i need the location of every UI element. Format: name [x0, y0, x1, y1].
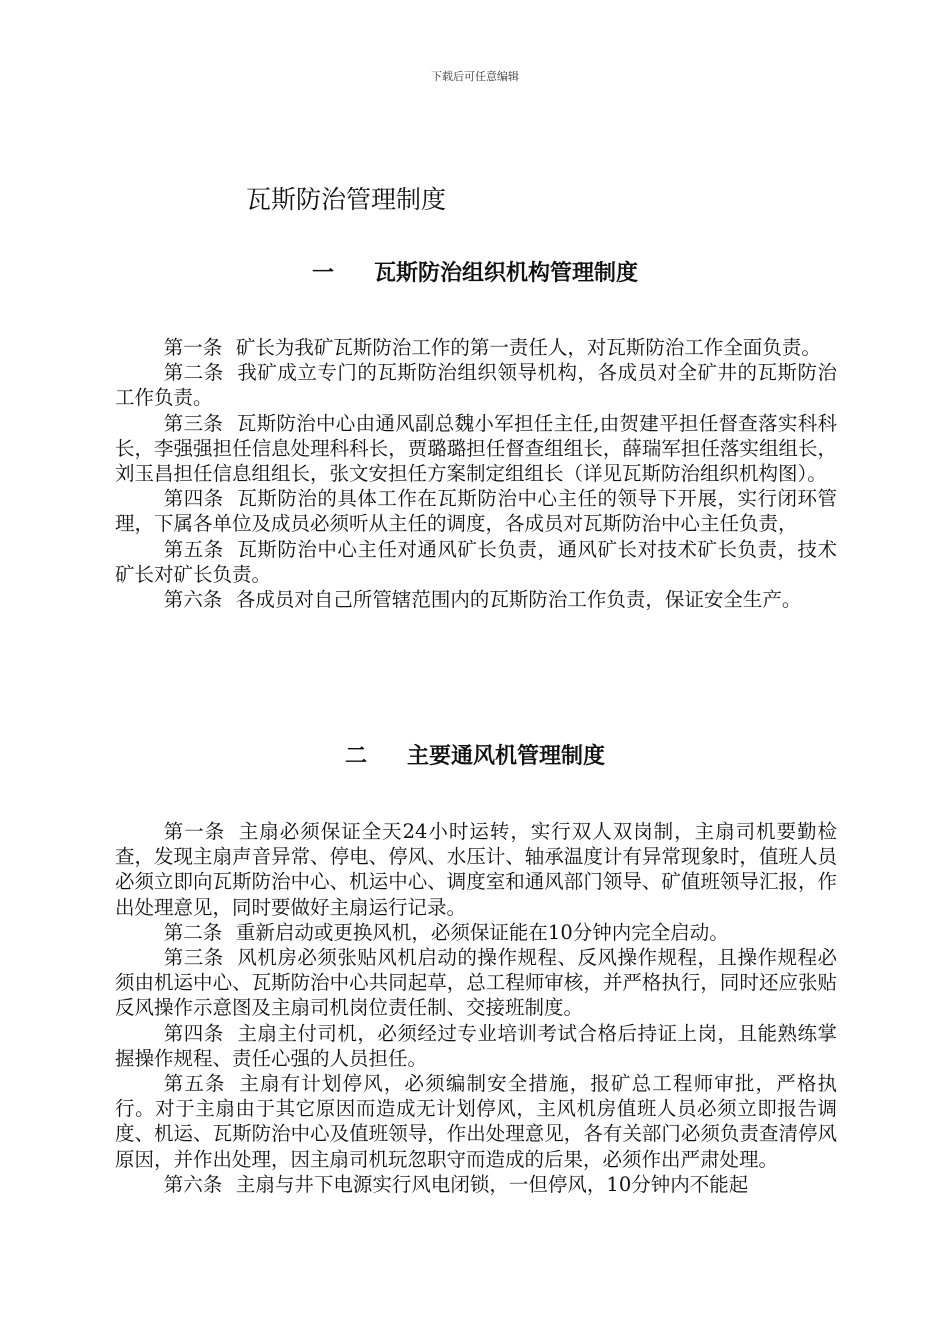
article-number: 第一条 — [163, 820, 226, 843]
article — [115, 1172, 837, 1197]
article-text: 主扇有计划停风，必须编制安全措施，报矿总工程师审批，严格执行。对于主扇由于其它原因而造成无计划停风，主风机房值班人员必须立即报告调度、机运、瓦斯防治中心及值班领导，作出处理意见，各有关部门必须负责查清停风原因，并作出处理，因主扇司机玩忽职守而造成的后果，必须作出严肃处理。 — [115, 1072, 837, 1171]
article — [115, 537, 837, 587]
header-note: 下载后可任意编辑 — [431, 70, 519, 83]
article-number: 第四条 — [163, 1021, 224, 1045]
article — [115, 335, 837, 360]
section-2-title — [0, 739, 950, 770]
article — [115, 411, 837, 487]
article — [115, 819, 837, 920]
article — [115, 587, 837, 612]
article-text: 瓦斯防治中心由通风副总魏小军担任主任,由贺建平担任督查落实科科长，李强强担任信息处理科科长，贾璐璐担任督查组组长，薛瑞军担任落实组组长，刘玉昌担任信息组组长，张文安担任方案制定组组长（详见瓦斯防治组织机构图）。 — [115, 411, 837, 486]
section-2-body — [115, 819, 837, 1197]
article-text: 矿长为我矿瓦斯防治工作的第一责任人，对瓦斯防治工作全面负责。 — [235, 336, 821, 359]
article-number: 第五条 — [163, 537, 224, 561]
article-number: 第六条 — [163, 588, 223, 612]
article — [115, 945, 837, 1021]
document-title: 瓦斯防治管理制度 — [246, 185, 447, 214]
article-number: 第五条 — [163, 1072, 226, 1096]
article — [115, 1021, 837, 1071]
section-1-number: 一 — [311, 261, 334, 286]
article-text: 主扇与井下电源实行风电闭锁，一但停风，10分钟内不能起 — [235, 1172, 749, 1196]
article — [115, 360, 837, 410]
article — [115, 1071, 837, 1172]
article-number: 第二条 — [163, 920, 223, 944]
article-text: 主扇主付司机，必须经过专业培训考试合格后持证上岗，且能熟练掌握操作规程、责任心强的人员担任。 — [115, 1021, 837, 1070]
article-number: 第四条 — [163, 487, 224, 511]
article — [115, 920, 837, 945]
section-1-body — [115, 335, 837, 612]
section-1-title — [0, 256, 950, 287]
article-text: 各成员对自己所管辖范围内的瓦斯防治工作负责，保证安全生产。 — [235, 588, 802, 612]
section-2-number: 二 — [344, 744, 367, 769]
article-number: 第二条 — [163, 361, 224, 385]
article-number: 第三条 — [163, 411, 224, 435]
section-2-heading: 主要通风机管理制度 — [407, 744, 606, 769]
article-text: 瓦斯防治中心主任对通风矿长负责，通风矿长对技术矿长负责，技术矿长对矿长负责。 — [115, 537, 837, 586]
article-text: 风机房必须张贴风机启动的操作规程、反风操作规程，且操作规程必须由机运中心、瓦斯防治中心共同起草，总工程师审核，并严格执行，同时还应张贴反风操作示意图及主扇司机岗位责任制、交接班制度。 — [115, 946, 837, 1020]
section-1-heading: 瓦斯防治组织机构管理制度 — [374, 261, 639, 286]
article-number: 第三条 — [163, 946, 224, 970]
article-number: 第一条 — [163, 336, 223, 359]
article-text: 主扇必须保证全天24小时运转，实行双人双岗制，主扇司机要勤检查，发现主扇声音异常、停电、停风、水压计、轴承温度计有异常现象时，值班人员必须立即向瓦斯防治中心、机运中心、调度室和通风部门领导、矿值班领导汇报，作出处理意见，同时要做好主扇运行记录。 — [115, 820, 837, 919]
article-text: 重新启动或更换风机，必须保证能在10分钟内完全启动。 — [235, 920, 729, 944]
article-text: 瓦斯防治的具体工作在瓦斯防治中心主任的领导下开展，实行闭环管理，下属各单位及成员必须听从主任的调度，各成员对瓦斯防治中心主任负责， — [115, 487, 837, 536]
article — [115, 486, 837, 536]
article-text: 我矿成立专门的瓦斯防治组织领导机构，各成员对全矿井的瓦斯防治工作负责。 — [115, 361, 837, 410]
article-number: 第六条 — [163, 1172, 223, 1196]
